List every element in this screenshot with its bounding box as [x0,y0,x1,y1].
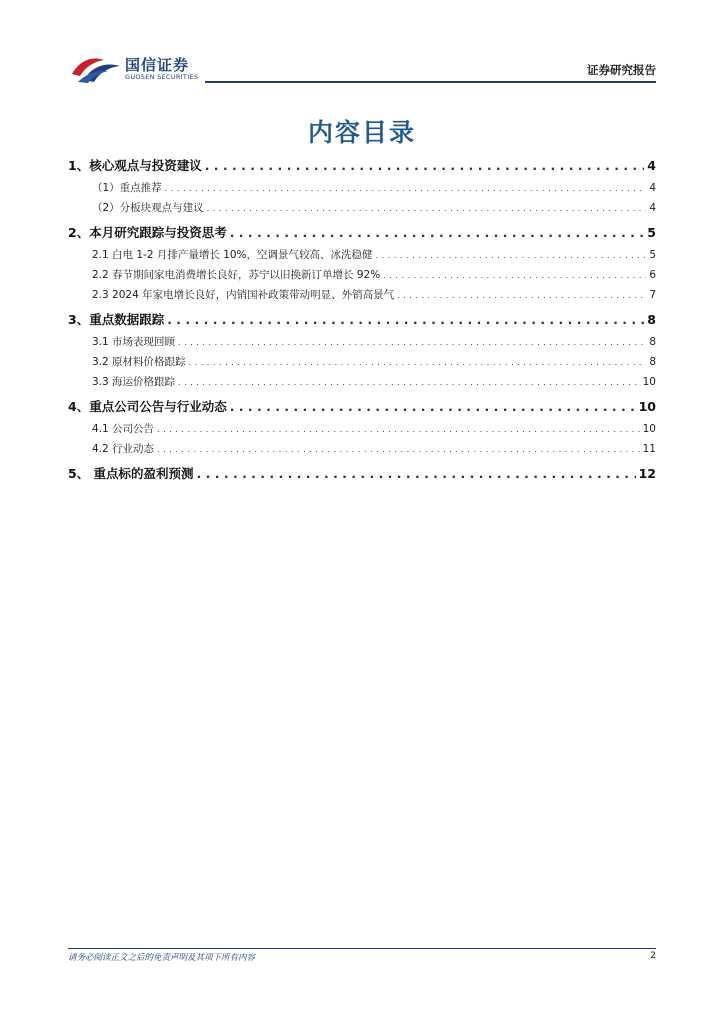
toc-entry-page: 8 [649,356,656,368]
dot-leader [165,184,647,193]
toc-entry[interactable] [68,200,656,215]
page-title: 内容目录 [307,118,416,147]
toc-entry-page: 5 [649,249,656,261]
toc-entry-page: 10 [642,423,656,435]
toc-entry-page: 8 [647,312,656,327]
toc-entry[interactable] [68,334,656,349]
toc-entry[interactable] [68,223,656,241]
toc-entry[interactable] [68,247,656,262]
toc-entry-label: 3.1 市场表现回顾 [92,336,176,348]
logo-english-name: GUOSEN SECURITIES [125,73,199,81]
dot-leader [205,158,645,173]
toc-entry-label: 3、重点数据跟踪 [68,312,165,327]
dot-leader [197,466,636,481]
toc-entry-label: 2.3 2024 年家电增长良好，内销国补政策带动明显、外销高景气 [92,289,395,301]
toc-entry-page: 4 [649,182,656,194]
logo-chinese-name: 国信证券 [125,56,190,74]
toc-entry[interactable] [68,310,656,328]
toc-entry-label: 1、核心观点与投资建议 [68,158,202,173]
dot-leader [397,291,646,300]
company-logo [70,52,200,84]
dot-leader [167,312,644,327]
toc-entry-label: 3.2 原材料价格跟踪 [92,356,186,368]
dot-leader [178,378,640,387]
toc-entry[interactable] [68,287,656,302]
toc-entry-page: 10 [642,376,656,388]
report-type-label: 证券研究报告 [587,63,656,77]
dot-leader [376,251,647,260]
dot-leader [230,399,636,414]
toc-entry-page: 6 [649,269,656,281]
toc-entry[interactable] [68,156,656,174]
dot-leader [383,271,646,280]
toc-entry[interactable] [68,397,656,415]
dot-leader [157,425,640,434]
toc-entry[interactable] [68,354,656,369]
toc-entry[interactable] [68,441,656,456]
dot-leader [178,338,646,347]
dot-leader [189,358,647,367]
toc-entry-label: （2）分板块观点与建议 [92,202,204,214]
disclaimer-note: 请务必阅读正文之后的免责声明及其项下所有内容 [68,953,256,963]
toc-entry-label: 5、 重点标的盈利预测 [68,466,194,481]
page-number: 2 [650,951,656,961]
toc-entry-label: （1）重点推荐 [92,182,162,194]
toc-entry-label: 4.2 行业动态 [92,443,155,455]
toc-entry-page: 7 [649,289,656,301]
header-divider [205,81,656,83]
toc-entry-page: 4 [647,158,656,173]
toc-entry-page: 10 [638,399,656,414]
footer-divider [68,948,656,949]
toc-entry[interactable] [68,464,656,482]
toc-entry-page: 5 [647,225,656,240]
toc-entry-label: 3.3 海运价格跟踪 [92,376,176,388]
toc-entry[interactable] [68,421,656,436]
toc-entry[interactable] [68,180,656,195]
toc-entry-label: 4.1 公司公告 [92,423,155,435]
toc-entry[interactable] [68,267,656,282]
toc-entry-label: 2、本月研究跟踪与投资思考 [68,225,227,240]
toc-entry-page: 8 [649,336,656,348]
toc-entry-page: 12 [638,466,656,481]
toc-entry-label: 2.1 白电 1-2 月排产量增长 10%，空调景气较高、冰洗稳健 [92,249,373,261]
guosen-logo-icon [70,52,122,84]
toc-entry[interactable] [68,374,656,389]
toc-entry-page: 11 [642,443,656,455]
dot-leader [230,225,645,240]
dot-leader [157,445,640,454]
toc-entry-label: 4、重点公司公告与行业动态 [68,399,227,414]
toc-entry-page: 4 [649,202,656,214]
dot-leader [207,204,647,213]
toc-entry-label: 2.2 春节期间家电消费增长良好，苏宁以旧换新订单增长 92% [92,269,381,281]
